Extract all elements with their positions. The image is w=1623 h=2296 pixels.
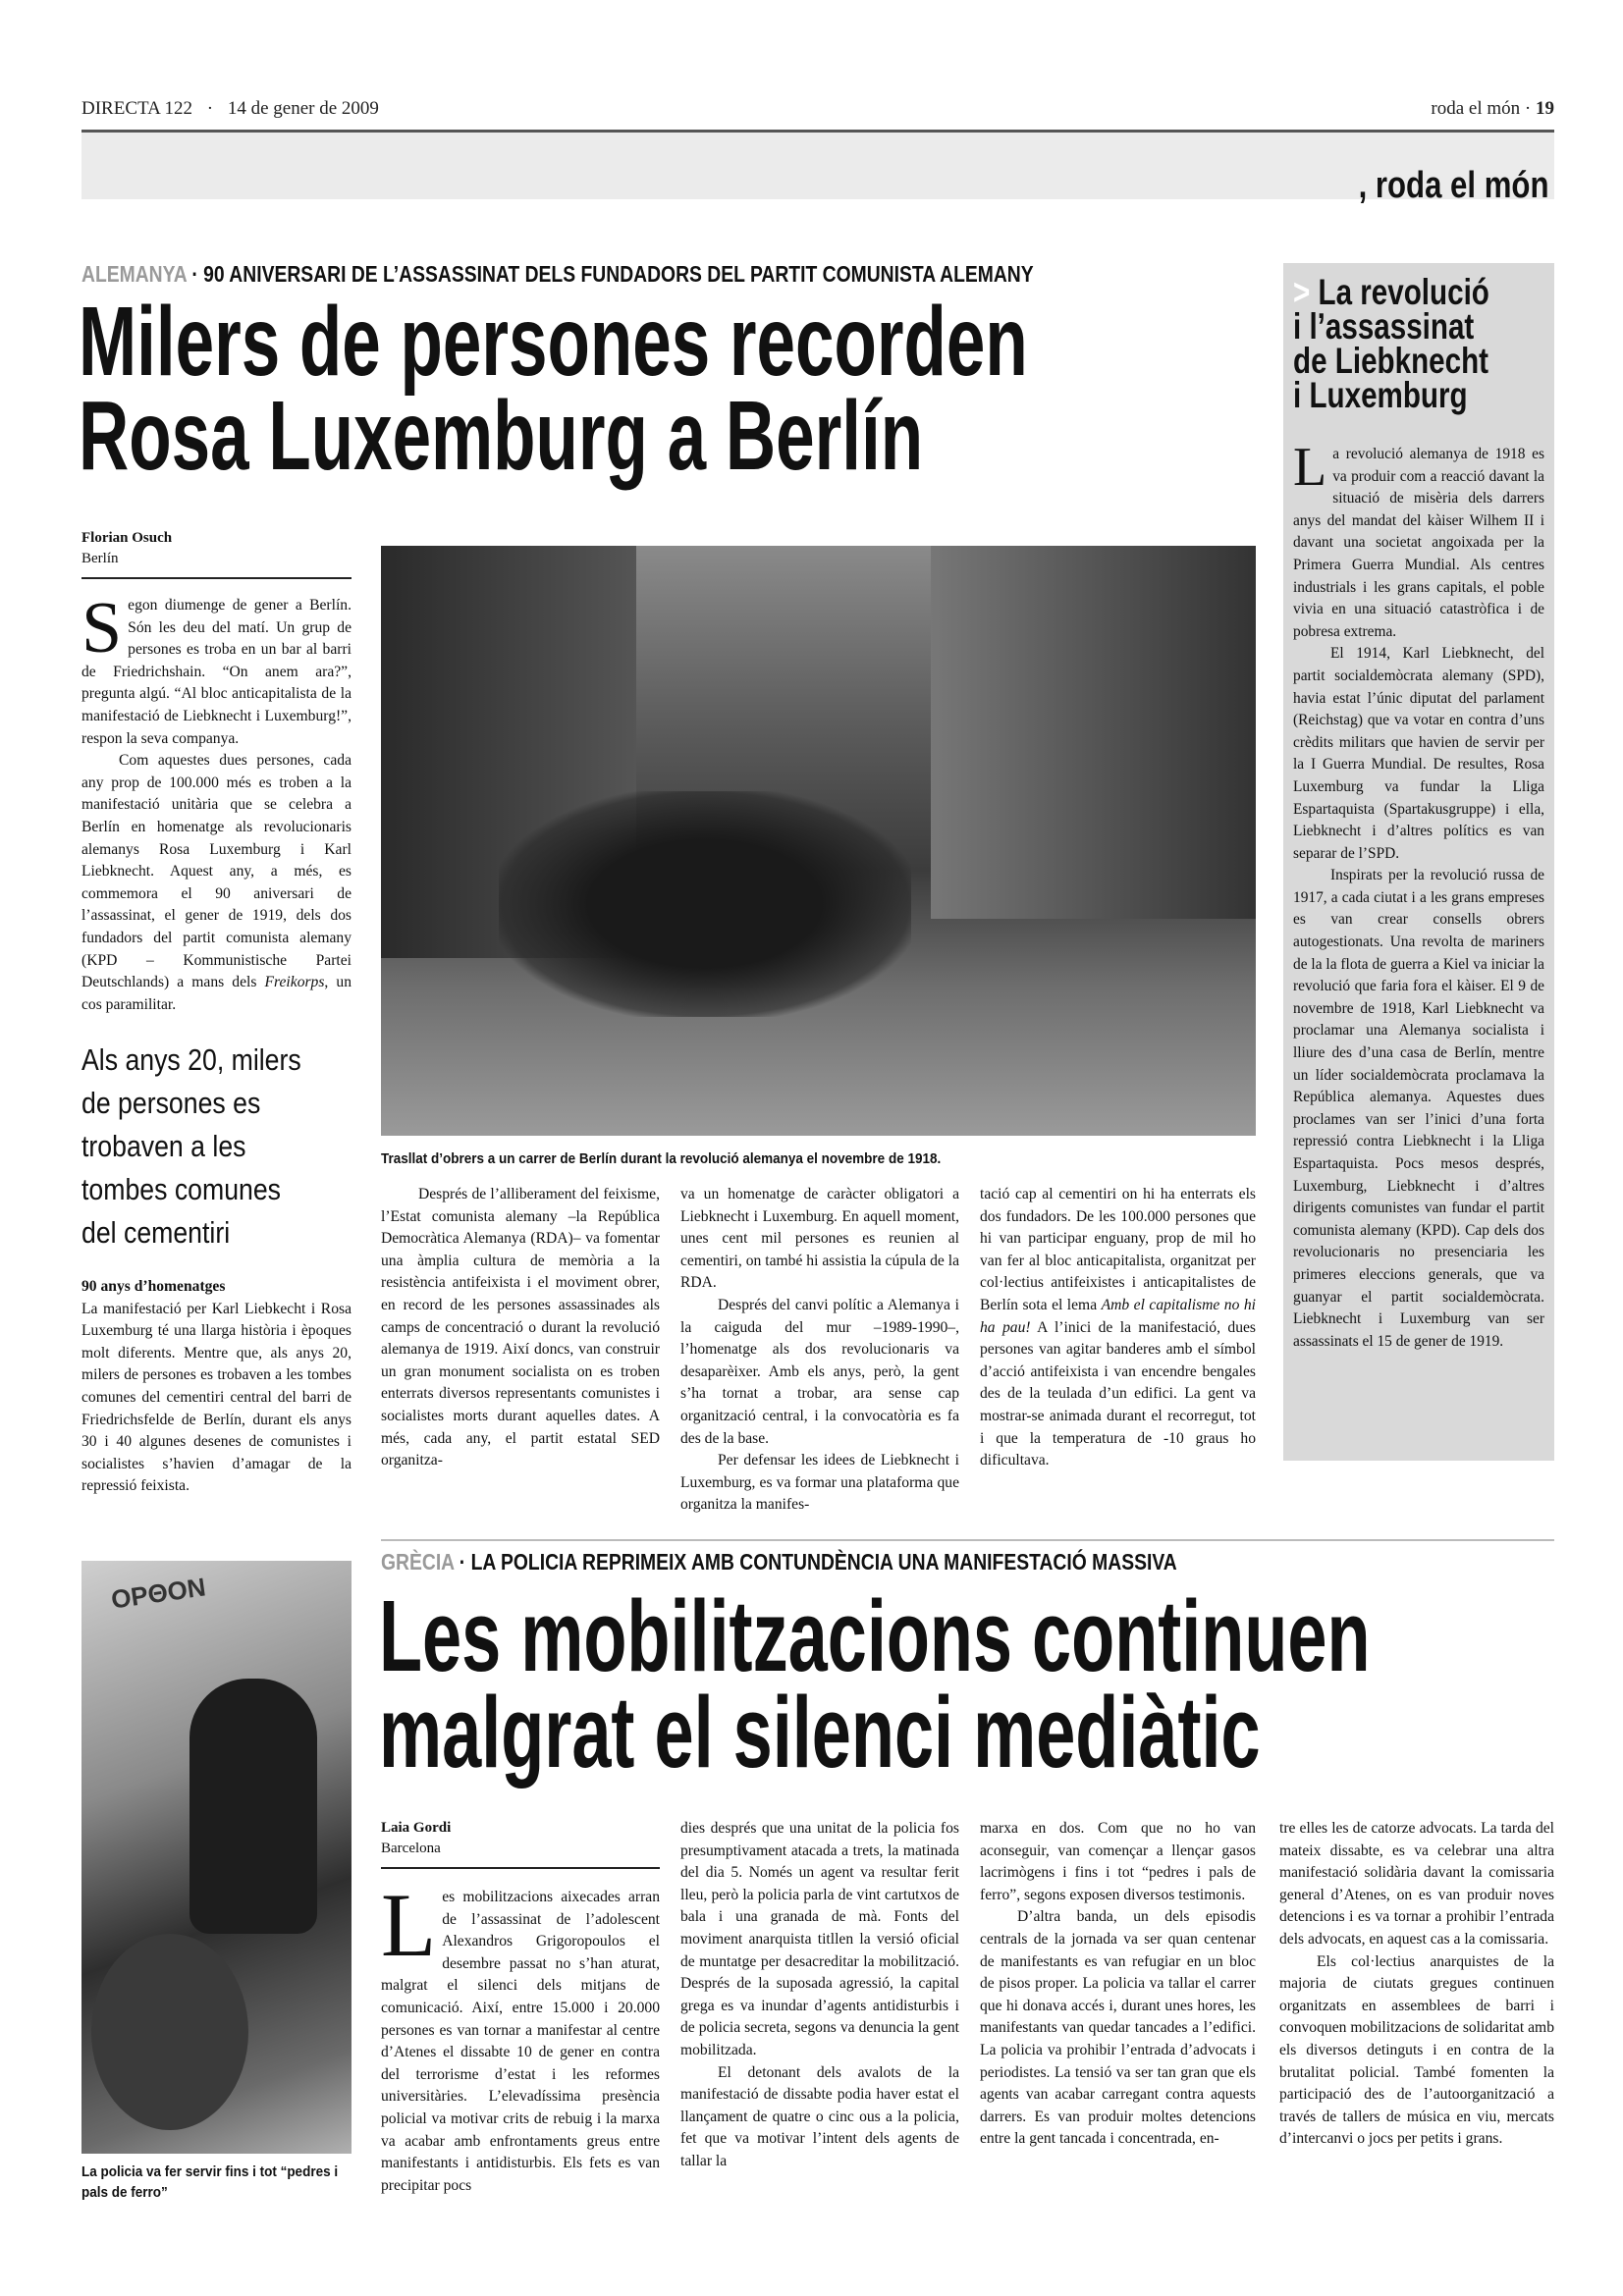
sidebar-title-line: i l’assassinat <box>1293 306 1475 347</box>
sidebar-title <box>1293 272 1489 415</box>
paragraph-text: Com aquestes dues persones, cada any prop de 100.000 més es troben a la manifestació unitària que se celebra a Berlín en homenatge als revolucionaris alemanys Rosa Luxemburg i Karl Liebknecht. Aquest any, a més, es commemora el 90 aniversari de l’assassinat, el gener de 1919, dels dos fundadors del partit comunista alemany (KPD – Kommunistische Partei Deutschlands) a mans dels <box>81 752 352 991</box>
paragraph: La manifestació per Karl Liebkecht i Rosa Luxemburg té una llarga història i èpoques molt diferents. Mentre que, als anys 20, milers de persones es trobaven a les tombes comunes del cementiri central del barri de Friedrichsfelde de Berlín, durant els anys 30 i 40 algunes desenes de comunistes i socialistes s’havien d’amagar de la repressió feixista. <box>81 1300 352 1495</box>
running-header-left <box>81 98 379 120</box>
pull-quote-line: del cementiri <box>81 1215 231 1250</box>
sidebar-title-line: i Luxemburg <box>1293 375 1468 415</box>
pull-quote <box>81 1039 301 1255</box>
headline-line: Milers de persones recorden <box>79 287 1028 397</box>
section-title: , roda el món <box>1358 165 1548 206</box>
paragraph: El 1914, Karl Liebknecht, del partit socialdemòcrata alemany (SPD), havia estat l’únic diputat del parlament (Reichstag) que va votar en contra d’uns crèdits militars que havien de servir per la I Guerra Mundial. De resultes, Rosa Luxemburg va fundar la Lliga Espartaquista (Spartakusgruppe) i ella, Liebknecht i d’altres polítics es van separar de l’SPD. <box>1293 645 1544 862</box>
sidebar-title-line: La revolució <box>1318 272 1489 312</box>
article1-column-2 <box>381 1184 660 1472</box>
pull-quote-line: tombes comunes <box>81 1172 282 1206</box>
paragraph: Per defensar les idees de Liebknecht i Luxemburg, es va formar una plataforma que organitza la manifes- <box>680 1452 959 1514</box>
drop-cap: S <box>81 588 123 668</box>
publication-name: DIRECTA 122 <box>81 98 193 119</box>
paragraph: dies després que una unitat de la policia fos presumptivament atacada a trets, la matinada del dia 5. Només un agent va resultar ferit lleu, però la policia parla de vint cartutxos de bala i una granada de mà. Fonts del moviment anarquista titllen la versió oficial de muntatge per desacreditar la mobilització. Després de la suposada agressió, la capital grega es va inundar d’agents antidisturbis i de policia secreta, segons va denuncia la gent mobilitzada. <box>680 1820 959 2058</box>
paragraph-text: es mobilitzacions aixecades arran de l’assassinat de l’adolescent Alexandros Grigoropoulos el desembre passat no s’han aturat, malgrat el silenci dels mitjans de comunicació. Així, entre 15.000 i 20.000 persones es van tornar a manifestar al centre d’Atenes el dissabte 10 de gener en contra del terrorisme d’estat i les reformes universitàries. L’elevadíssima presència policial va motivar crits de rebuig i la marxa va acabar amb enfrontaments greus entre manifestants i antidisturbis. Els fets es van precipitar pocs <box>381 1889 660 2194</box>
photo-caption: Trasllat d’obrers a un carrer de Berlín durant la revolució alemanya el novembre de 1918. <box>381 1150 942 1167</box>
article2-headline <box>379 1579 1371 1789</box>
article1-column-1 <box>81 588 352 1016</box>
paragraph: El detonant dels avalots de la manifestació de dissabte podia haver estat el llançament de quatre o cinc ous a la policia, fet que va motivar l’intent dels agents de tallar la <box>680 2063 959 2169</box>
paragraph-text: tació cap al cementiri on hi ha enterrats els dos fundadors. De les 100.000 persones que hi van participar enguany, prop de mil ho van fer al bloc anticapitalista, organitzat per col·lectius antifeixistes i anticapitalistes de Berlín sota el lema <box>980 1186 1256 1313</box>
paragraph: Els col·lectius anarquistes de la majoria de ciutats gregues continuen organitzats en assemblees de barri i convoquen mobilitzacions de solidaritat amb els diversos detinguts i en contra de la brutalitat policial. També fomenten la participació des de l’autoorganització a través de tallers de música en viu, mercats d’intercanvi o jocs per petits i grans. <box>1279 1952 1554 2148</box>
paragraph-text: , un cos paramilitar. <box>81 974 352 1013</box>
headline-line: Les mobilitzacions continuen <box>379 1579 1371 1692</box>
riot-police-figure <box>189 1679 317 1934</box>
paragraph: Després del canvi polític a Alemanya i la caiguda del mur –1989-1990–, l’homenatge als dos revolucionaris va desaparèixer. Amb els anys, però, la gent s’ha tornat a trobar, ara sense cap organització central, i la convocatòria es fa des de la base. <box>680 1296 959 1447</box>
paragraph: tre elles les de catorze advocats. La tarda del mateix dissabte, es va celebrar una altra manifestació solidària davant la comissaria general d’Atenes, on es van produir noves detencions i es va tornar a prohibir l’entrada dels advocats, en aquest cas a la comissaria. <box>1279 1820 1554 1948</box>
pull-quote-line: trobaven a les <box>81 1129 246 1163</box>
article2-column-4 <box>1279 1818 1554 2151</box>
paragraph-text: egon diumenge de gener a Berlín. Són les deu del matí. Un grup de persones es troba en un bar al barri de Friedrichshain. “On anem ara?”, pregunta algú. “Al bloc anticapitalista de la manifestació de Liebknecht i Luxemburg!”, respon la seva companya. <box>81 597 352 747</box>
headline-line: Rosa Luxemburg a Berlín <box>79 381 924 491</box>
article1-byline <box>81 528 352 579</box>
truck-with-workers <box>499 791 911 1017</box>
author-location: Barcelona <box>381 1841 441 1856</box>
pull-quote-line: Als anys 20, milers <box>81 1042 301 1077</box>
subhead: 90 anys d’homenatges <box>81 1278 226 1295</box>
paragraph-text: a revolució alemanya de 1918 es va produir com a reacció davant la situació de misèria dels darrers anys del mandat del kàiser Wilhem II i davant una societat angoixada per la Primera Guerra Mundial. Als centres industrials i les grans capitals, el poble vivia en una situació catastròfica i de pobresa extrema. <box>1293 446 1544 640</box>
kicker-text: · LA POLICIA REPRIMEIX AMB CONTUNDÈNCIA UNA MANIFESTACIÓ MASSIVA <box>454 1549 1177 1575</box>
section-band <box>81 130 1554 206</box>
italic-slogan: Amb el capitalisme no hi ha pau! <box>980 1296 1257 1336</box>
pull-quote-line: de persones es <box>81 1086 261 1120</box>
kicker-tag: ALEMANYA <box>81 261 187 287</box>
athens-police-photo <box>81 1561 352 2154</box>
article2-column-2 <box>680 1818 959 2173</box>
paragraph-text: A l’inici de la manifestació, dues persones van agitar banderes amb el símbol d’acció antifeixista i van encendre bengales des de la teulada d’un edifici. La gent va mostrar-se animada durant el recorregut, tot i que la temperatura de -10 graus ho dificultava. <box>980 1318 1256 1469</box>
paragraph <box>980 1184 1256 1472</box>
article-divider <box>381 1539 1554 1541</box>
article1-headline <box>79 287 1028 491</box>
issue-date: 14 de gener de 2009 <box>227 98 379 119</box>
sidebar-title-line: de Liebknecht <box>1293 341 1489 381</box>
author-name: Florian Osuch <box>81 530 173 546</box>
paragraph: va un homenatge de caràcter obligatori a Liebknecht i Luxemburg. En aquell moment, unes cent mil persones es reunien al cementiri, on també hi assistia la cúpula de la RDA. <box>680 1186 959 1292</box>
paragraph <box>381 1875 660 2197</box>
article1-column-4 <box>980 1184 1256 1472</box>
photo-caption: La policia va fer servir fins i tot “pedres i pals de ferro” <box>81 2163 339 2201</box>
article2-column-1 <box>381 1875 660 2197</box>
author-name: Laia Gordi <box>381 1820 452 1836</box>
kicker-tag: GRÈCIA <box>381 1549 455 1575</box>
article1-kicker <box>81 261 1034 288</box>
article2-kicker <box>381 1549 1177 1575</box>
sidebar-body <box>1293 437 1544 1353</box>
italic-term: Freikorps <box>264 974 325 991</box>
drop-cap: L <box>1293 437 1327 498</box>
photo-sign: ΟΡΘΟΝ <box>109 1572 208 1615</box>
paragraph: marxa en dos. Com que no ho van aconseguir, van començar a llençar gasos lacrimògens i fins i tot “pedres i pals de ferro”, segons exposen diversos testimonis. <box>980 1820 1256 1903</box>
paragraph <box>81 750 352 1016</box>
headline-line: malgrat el silenci mediàtic <box>379 1676 1261 1789</box>
running-header-right: roda el món · 19 <box>1431 98 1554 119</box>
drop-cap: L <box>381 1875 437 1975</box>
article1-column-3 <box>680 1184 959 1517</box>
sidebar-box <box>1283 263 1554 1461</box>
article2-column-3 <box>980 1818 1256 2151</box>
protester-figure <box>91 1934 248 2130</box>
header-separator: · <box>206 98 214 119</box>
building-right <box>931 546 1256 919</box>
page-number: 19 <box>1536 98 1554 119</box>
berlin-1918-photo <box>381 546 1256 1136</box>
section-name: roda el món <box>1431 98 1521 119</box>
paragraph: D’altra banda, un dels episodis centrals de la jornada va ser quan centenar de manifestants es van refugiar en un bloc de pisos proper. La policia va tallar el carrer que hi donava accés i, durant unes hores, les manifestants van quedar tancades a l’edifici. La policia va prohibir l’entrada d’advocats i periodistes. La tensió va ser tan gran que els agents van acabar carregant contra aquests darrers. Es van produir moltes detencions entre la gent tancada i concentrada, en- <box>980 1908 1256 2148</box>
title-marker-icon: > <box>1293 272 1311 312</box>
paragraph <box>1293 437 1544 643</box>
paragraph: Després de l’alliberament del feixisme, l’Estat comunista alemany –la República Democràtica Alemanya (RDA)– va fomentar una àmplia cultura de memòria a la resistència antifeixista i el moviment obrer, en record de les persones assassinades als camps de concentració o durant la revolució alemanya de 1919. Així doncs, van construir un gran monument socialista on es troben enterrats diversos representants comunistes i socialistes morts durant aquelles dates. A més, cada any, el partit estatal SED organitza- <box>381 1186 660 1469</box>
author-location: Berlín <box>81 551 119 566</box>
article2-byline <box>381 1818 660 1869</box>
paragraph: Inspirats per la revolució russa de 1917, a cada ciutat i a les grans empreses es van crear consells obrers autogestionats. Una revolta de mariners de la la flota de guerra a Kiel va iniciar la revolució que faria fora el kàiser. El 9 de novembre de 1918, Karl Liebknecht va proclamar una Alemanya socialista i lliure des d’una casa de Berlín, mentre un líder socialdemòcrata proclamava la República alemanya. Aquestes dues proclames van ser l’inici d’una forta repressió contra Liebknecht i la Lliga Espartaquista. Pocs mesos després, Luxemburg, Liebknecht i d’altres dirigents comunistes van fundar el partit comunista alemany (KPD). Cap dels dos revolucionaris no presenciaria les primeres eleccions generals, que va guanyar el partit socialdemòcrata. Liebknecht i Luxemburg van ser assassinats el 15 de gener de 1919. <box>1293 867 1544 1350</box>
paragraph <box>81 588 352 750</box>
article1-sidebar-text <box>81 1276 352 1498</box>
kicker-text: · 90 ANIVERSARI DE L’ASSASSINAT DELS FUNDADORS DEL PARTIT COMUNISTA ALEMANY <box>186 261 1034 287</box>
